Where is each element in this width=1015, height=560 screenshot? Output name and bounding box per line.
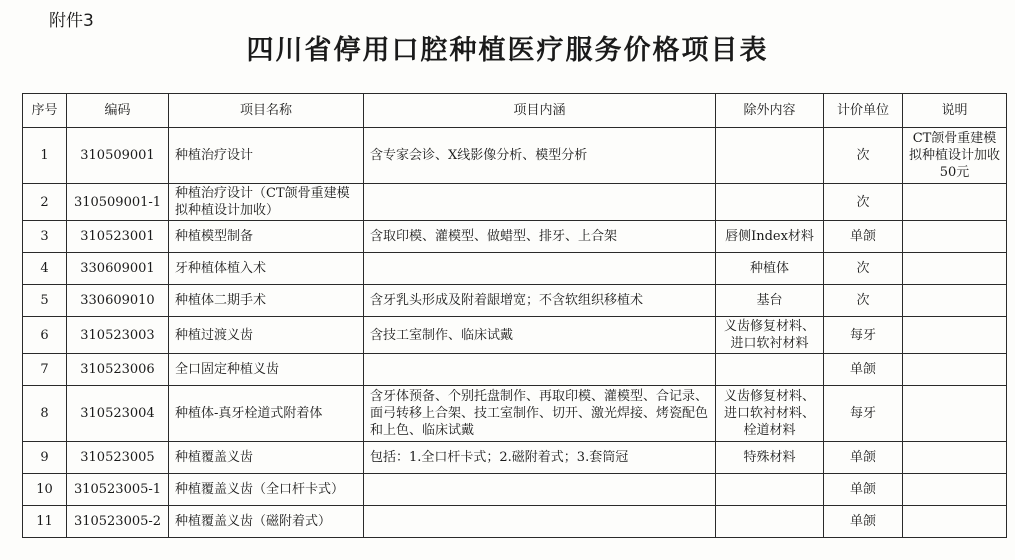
cell-content: 包括：1.全口杆卡式；2.磁附着式；3.套筒冠 bbox=[364, 442, 716, 474]
header-code: 编码 bbox=[67, 94, 169, 128]
cell-content: 含取印模、灌模型、做蜡型、排牙、上合架 bbox=[364, 221, 716, 253]
table-row bbox=[23, 506, 1007, 538]
cell-excluded bbox=[716, 184, 824, 221]
cell-content: 含专家会诊、X线影像分析、模型分析 bbox=[364, 128, 716, 184]
cell-unit: 每牙 bbox=[824, 386, 903, 442]
cell-excluded: 种植体 bbox=[716, 253, 824, 285]
cell-no: 8 bbox=[23, 386, 67, 442]
table-row bbox=[23, 317, 1007, 354]
cell-content bbox=[364, 253, 716, 285]
cell-note bbox=[903, 184, 1007, 221]
table-row bbox=[23, 285, 1007, 317]
cell-excluded: 义齿修复材料、进口软衬材料 bbox=[716, 317, 824, 354]
cell-excluded bbox=[716, 354, 824, 386]
cell-note bbox=[903, 506, 1007, 538]
cell-no: 3 bbox=[23, 221, 67, 253]
cell-excluded: 特殊材料 bbox=[716, 442, 824, 474]
cell-excluded: 唇侧Index材料 bbox=[716, 221, 824, 253]
cell-unit: 单颌 bbox=[824, 474, 903, 506]
cell-name: 种植覆盖义齿 bbox=[169, 442, 364, 474]
cell-no: 7 bbox=[23, 354, 67, 386]
cell-excluded bbox=[716, 506, 824, 538]
cell-name: 牙种植体植入术 bbox=[169, 253, 364, 285]
table-row bbox=[23, 184, 1007, 221]
cell-name: 种植覆盖义齿（全口杆卡式） bbox=[169, 474, 364, 506]
cell-note bbox=[903, 221, 1007, 253]
header-content: 项目内涵 bbox=[364, 94, 716, 128]
page-title: 四川省停用口腔种植医疗服务价格项目表 bbox=[246, 35, 769, 66]
cell-unit: 每牙 bbox=[824, 317, 903, 354]
cell-note bbox=[903, 386, 1007, 442]
cell-note bbox=[903, 285, 1007, 317]
cell-content: 含技工室制作、临床试戴 bbox=[364, 317, 716, 354]
cell-excluded: 义齿修复材料、进口软衬材料、栓道材料 bbox=[716, 386, 824, 442]
cell-unit: 次 bbox=[824, 253, 903, 285]
cell-unit: 次 bbox=[824, 128, 903, 184]
cell-name: 种植覆盖义齿（磁附着式） bbox=[169, 506, 364, 538]
cell-code: 310523005-1 bbox=[67, 474, 169, 506]
cell-no: 4 bbox=[23, 253, 67, 285]
table-header-row bbox=[23, 94, 1007, 128]
cell-note bbox=[903, 474, 1007, 506]
header-excluded: 除外内容 bbox=[716, 94, 824, 128]
cell-code: 310523001 bbox=[67, 221, 169, 253]
cell-excluded bbox=[716, 128, 824, 184]
cell-name: 种植治疗设计 bbox=[169, 128, 364, 184]
cell-note bbox=[903, 354, 1007, 386]
cell-name: 种植治疗设计（CT颌骨重建模拟种植设计加收） bbox=[169, 184, 364, 221]
price-table bbox=[22, 93, 1007, 538]
cell-name: 种植体二期手术 bbox=[169, 285, 364, 317]
cell-name: 种植过渡义齿 bbox=[169, 317, 364, 354]
cell-content bbox=[364, 474, 716, 506]
cell-code: 330609010 bbox=[67, 285, 169, 317]
cell-no: 6 bbox=[23, 317, 67, 354]
header-unit: 计价单位 bbox=[824, 94, 903, 128]
cell-note bbox=[903, 317, 1007, 354]
cell-note: CT颌骨重建模拟种植设计加收50元 bbox=[903, 128, 1007, 184]
cell-unit: 单颌 bbox=[824, 506, 903, 538]
cell-code: 310523003 bbox=[67, 317, 169, 354]
cell-note bbox=[903, 253, 1007, 285]
cell-name: 种植模型制备 bbox=[169, 221, 364, 253]
cell-unit: 单颌 bbox=[824, 354, 903, 386]
cell-content: 含牙体预备、个别托盘制作、再取印模、灌模型、合记录、面弓转移上合架、技工室制作、切开、激光焊接、烤瓷配色和上色、临床试戴 bbox=[364, 386, 716, 442]
cell-no: 9 bbox=[23, 442, 67, 474]
header-name: 项目名称 bbox=[169, 94, 364, 128]
header-no: 序号 bbox=[23, 94, 67, 128]
cell-excluded: 基台 bbox=[716, 285, 824, 317]
cell-code: 310523004 bbox=[67, 386, 169, 442]
cell-no: 5 bbox=[23, 285, 67, 317]
cell-code: 310523005-2 bbox=[67, 506, 169, 538]
cell-note bbox=[903, 442, 1007, 474]
cell-name: 全口固定种植义齿 bbox=[169, 354, 364, 386]
cell-code: 310523006 bbox=[67, 354, 169, 386]
cell-unit: 单颌 bbox=[824, 442, 903, 474]
table-row bbox=[23, 128, 1007, 184]
table-row bbox=[23, 354, 1007, 386]
cell-content: 含牙乳头形成及附着龈增宽；不含软组织移植术 bbox=[364, 285, 716, 317]
cell-code: 330609001 bbox=[67, 253, 169, 285]
cell-unit: 次 bbox=[824, 184, 903, 221]
cell-no: 10 bbox=[23, 474, 67, 506]
table-row bbox=[23, 442, 1007, 474]
table-row bbox=[23, 474, 1007, 506]
cell-content bbox=[364, 506, 716, 538]
cell-no: 1 bbox=[23, 128, 67, 184]
table-row bbox=[23, 386, 1007, 442]
cell-code: 310509001 bbox=[67, 128, 169, 184]
cell-content bbox=[364, 354, 716, 386]
cell-unit: 次 bbox=[824, 285, 903, 317]
cell-unit: 单颌 bbox=[824, 221, 903, 253]
cell-name: 种植体-真牙栓道式附着体 bbox=[169, 386, 364, 442]
attachment-label: 附件3 bbox=[49, 11, 94, 31]
table-row bbox=[23, 253, 1007, 285]
table-row bbox=[23, 221, 1007, 253]
cell-no: 11 bbox=[23, 506, 67, 538]
cell-excluded bbox=[716, 474, 824, 506]
cell-code: 310523005 bbox=[67, 442, 169, 474]
header-note: 说明 bbox=[903, 94, 1007, 128]
cell-content bbox=[364, 184, 716, 221]
cell-no: 2 bbox=[23, 184, 67, 221]
cell-code: 310509001-1 bbox=[67, 184, 169, 221]
